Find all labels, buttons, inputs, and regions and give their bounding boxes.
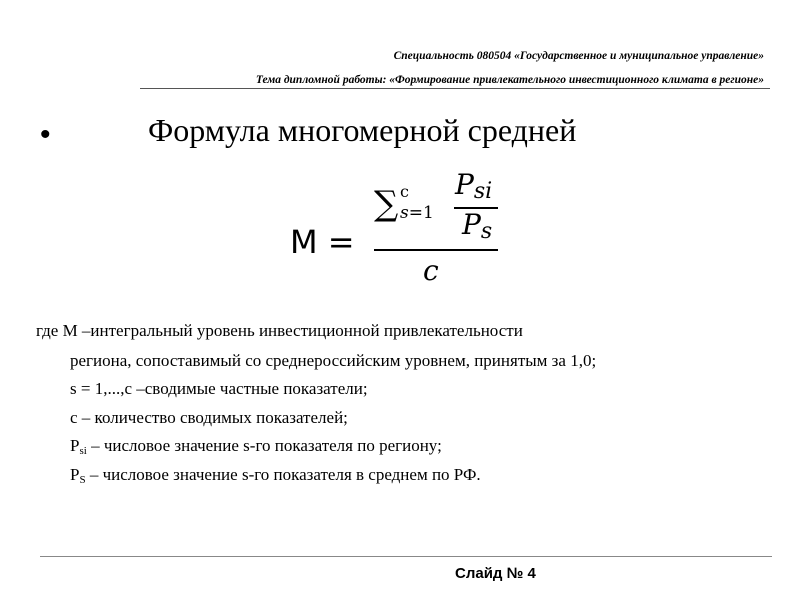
definition-m-cont: региона, сопоставимый со среднероссийским уровнем, принятым за 1,0;: [70, 351, 597, 370]
header-thesis-topic: Тема дипломной работы: «Формирование привлекательного инвестиционного климата в регионе»: [255, 74, 764, 86]
footer-divider: [40, 556, 772, 557]
title-bullet: •: [40, 118, 51, 151]
sum-symbol: ∑: [374, 184, 399, 224]
ps-text: – числовое значение s-го показателя в среднем по РФ.: [85, 465, 481, 484]
inner-denominator: [462, 208, 492, 244]
definition-ps: [70, 465, 481, 486]
header-specialty: Специальность 080504 «Государственное и муниципальное управление»: [393, 50, 764, 62]
formula-lhs: M =: [290, 223, 355, 261]
definition-c: c – количество сводимых показателей;: [70, 408, 348, 427]
psi-text: – числовое значение s-го показателя по региону;: [86, 436, 442, 455]
definition-m: где М –интегральный уровень инвестиционной привлекательности: [36, 321, 523, 340]
psi-base: P: [70, 436, 80, 455]
main-denominator: c: [423, 254, 439, 287]
definition-psi: [70, 436, 442, 457]
definition-s: s = 1,...,c –сводимые частные показатели;: [70, 379, 368, 398]
sum-upper-limit: c: [400, 182, 409, 201]
inner-numerator: [455, 168, 492, 204]
slide-number: Слайд № 4: [455, 565, 536, 582]
inner-denominator-sub: s: [480, 219, 493, 244]
psi-sub: si: [79, 445, 87, 457]
ps-sub: S: [79, 474, 86, 486]
ps-base: P: [70, 465, 80, 484]
sum-index-var: s: [400, 203, 409, 223]
main-fraction-bar: [374, 249, 498, 251]
slide-title: Формула многомерной средней: [148, 112, 577, 148]
header-divider: [140, 88, 770, 89]
inner-numerator-sub: si: [473, 179, 493, 204]
sum-index-start: =1: [408, 203, 434, 223]
inner-numerator-base: P: [455, 168, 474, 201]
sum-lower-limit: [400, 203, 434, 223]
inner-denominator-base: P: [462, 208, 481, 241]
